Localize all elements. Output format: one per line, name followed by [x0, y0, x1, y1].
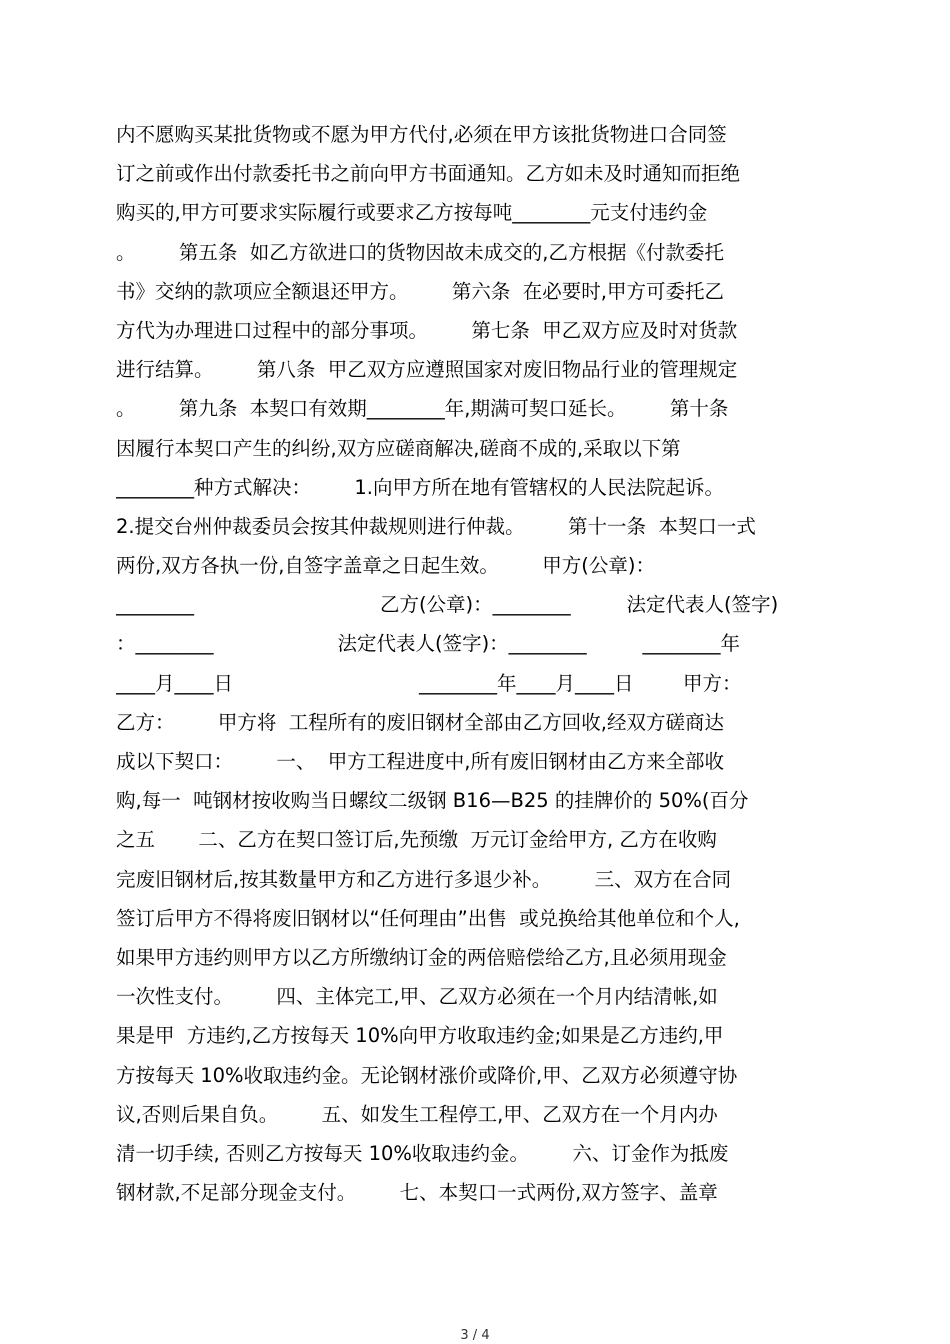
text-line: 2.提交台州仲裁委员会按其仲裁规则进行仲裁。 第十一条 本契口一式 — [116, 514, 756, 538]
contract-body-text — [116, 115, 838, 1212]
text-line: 因履行本契口产生的纠纷,双方应磋商解决,磋商不成的,采取以下第 — [116, 436, 681, 460]
text-line: 。 第五条 如乙方欲进口的货物因故未成交的,乙方根据《付款委托 — [116, 240, 724, 264]
page-number: 3 / 4 — [460, 1328, 490, 1343]
text-line: 方代为办理进口过程中的部分事项。 第七条 甲乙双方应及时对货款 — [116, 318, 738, 342]
text-line: 两份,双方各执一份,自签字盖章之日起生效。 甲方(公章)： — [116, 554, 656, 578]
text-line: 之五 二、乙方在契口签订后,先预缴 万元订金给甲方, 乙方在收购 — [116, 828, 717, 852]
text-line: 签订后甲方不得将废旧钢材以“任何理由”出售 或兑换给其他单位和个人, — [116, 906, 740, 930]
text-line: 如果甲方违约则甲方以乙方所缴纳订金的两倍赔偿给乙方,且必须用现金 — [116, 945, 727, 969]
date-line: ____月____日 ________年____月____日 甲方： — [116, 671, 742, 695]
text-line: 一次性支付。 四、主体完工,甲、乙双方必须在一个月内结清帐,如 — [116, 985, 718, 1009]
text-line: 完废旧钢材后,按其数量甲方和乙方进行多退少补。 三、双方在合同 — [116, 867, 732, 891]
text-line: 书》交纳的款项应全额退还甲方。 第六条 在必要时,甲方可委托乙 — [116, 279, 724, 303]
text-line: 乙方： 甲方将 工程所有的废旧钢材全部由乙方回收,经双方磋商达 — [116, 710, 724, 734]
text-line: 。 第九条 本契口有效期________年,期满可契口延长。 第十条 — [116, 397, 729, 421]
text-line: 内不愿购买某批货物或不愿为甲方代付,必须在甲方该批货物进口合同签 — [116, 123, 727, 146]
text-line: 果是甲 方违约,乙方按每天 10%向甲方收取违约金;如果是乙方违约,甲 — [116, 1024, 724, 1048]
text-line: ________种方式解决： 1.向甲方所在地有管辖权的人民法院起诉。 — [116, 475, 724, 499]
text-line: 钢材款,不足部分现金支付。 七、本契口一式两份,双方签字、盖章 — [116, 1181, 718, 1205]
text-line: 方按每天 10%收取违约金。无论钢材涨价或降价,甲、乙双方必须遵守协 — [116, 1063, 738, 1087]
signature-line: ：________ 法定代表人(签字)：________ ________年 — [116, 632, 740, 656]
text-line: 购,每一 吨钢材按收购当日螺纹二级钢 B16—B25 的挂牌价的 50%(百分 — [116, 789, 749, 813]
text-line: 议,否则后果自负。 五、如发生工程停工,甲、乙双方在一个月内办 — [116, 1102, 718, 1126]
text-line: 进行结算。 第八条 甲乙双方应遵照国家对废旧物品行业的管理规定 — [116, 358, 738, 382]
text-line: 购买的,甲方可要求实际履行或要求乙方按每吨________元支付违约金 — [116, 201, 708, 225]
signature-line: ________ 乙方(公章)：________ 法定代表人(签字) — [116, 593, 779, 617]
text-line: 清一切手续, 否则乙方按每天 10%收取违约金。 六、订金作为抵废 — [116, 1141, 729, 1165]
text-line: 订之前或作出付款委托书之前向甲方书面通知。乙方如未及时通知而拒绝 — [116, 162, 741, 186]
text-line: 成以下契口： 一、 甲方工程进度中,所有废旧钢材由乙方来全部收 — [116, 750, 724, 773]
